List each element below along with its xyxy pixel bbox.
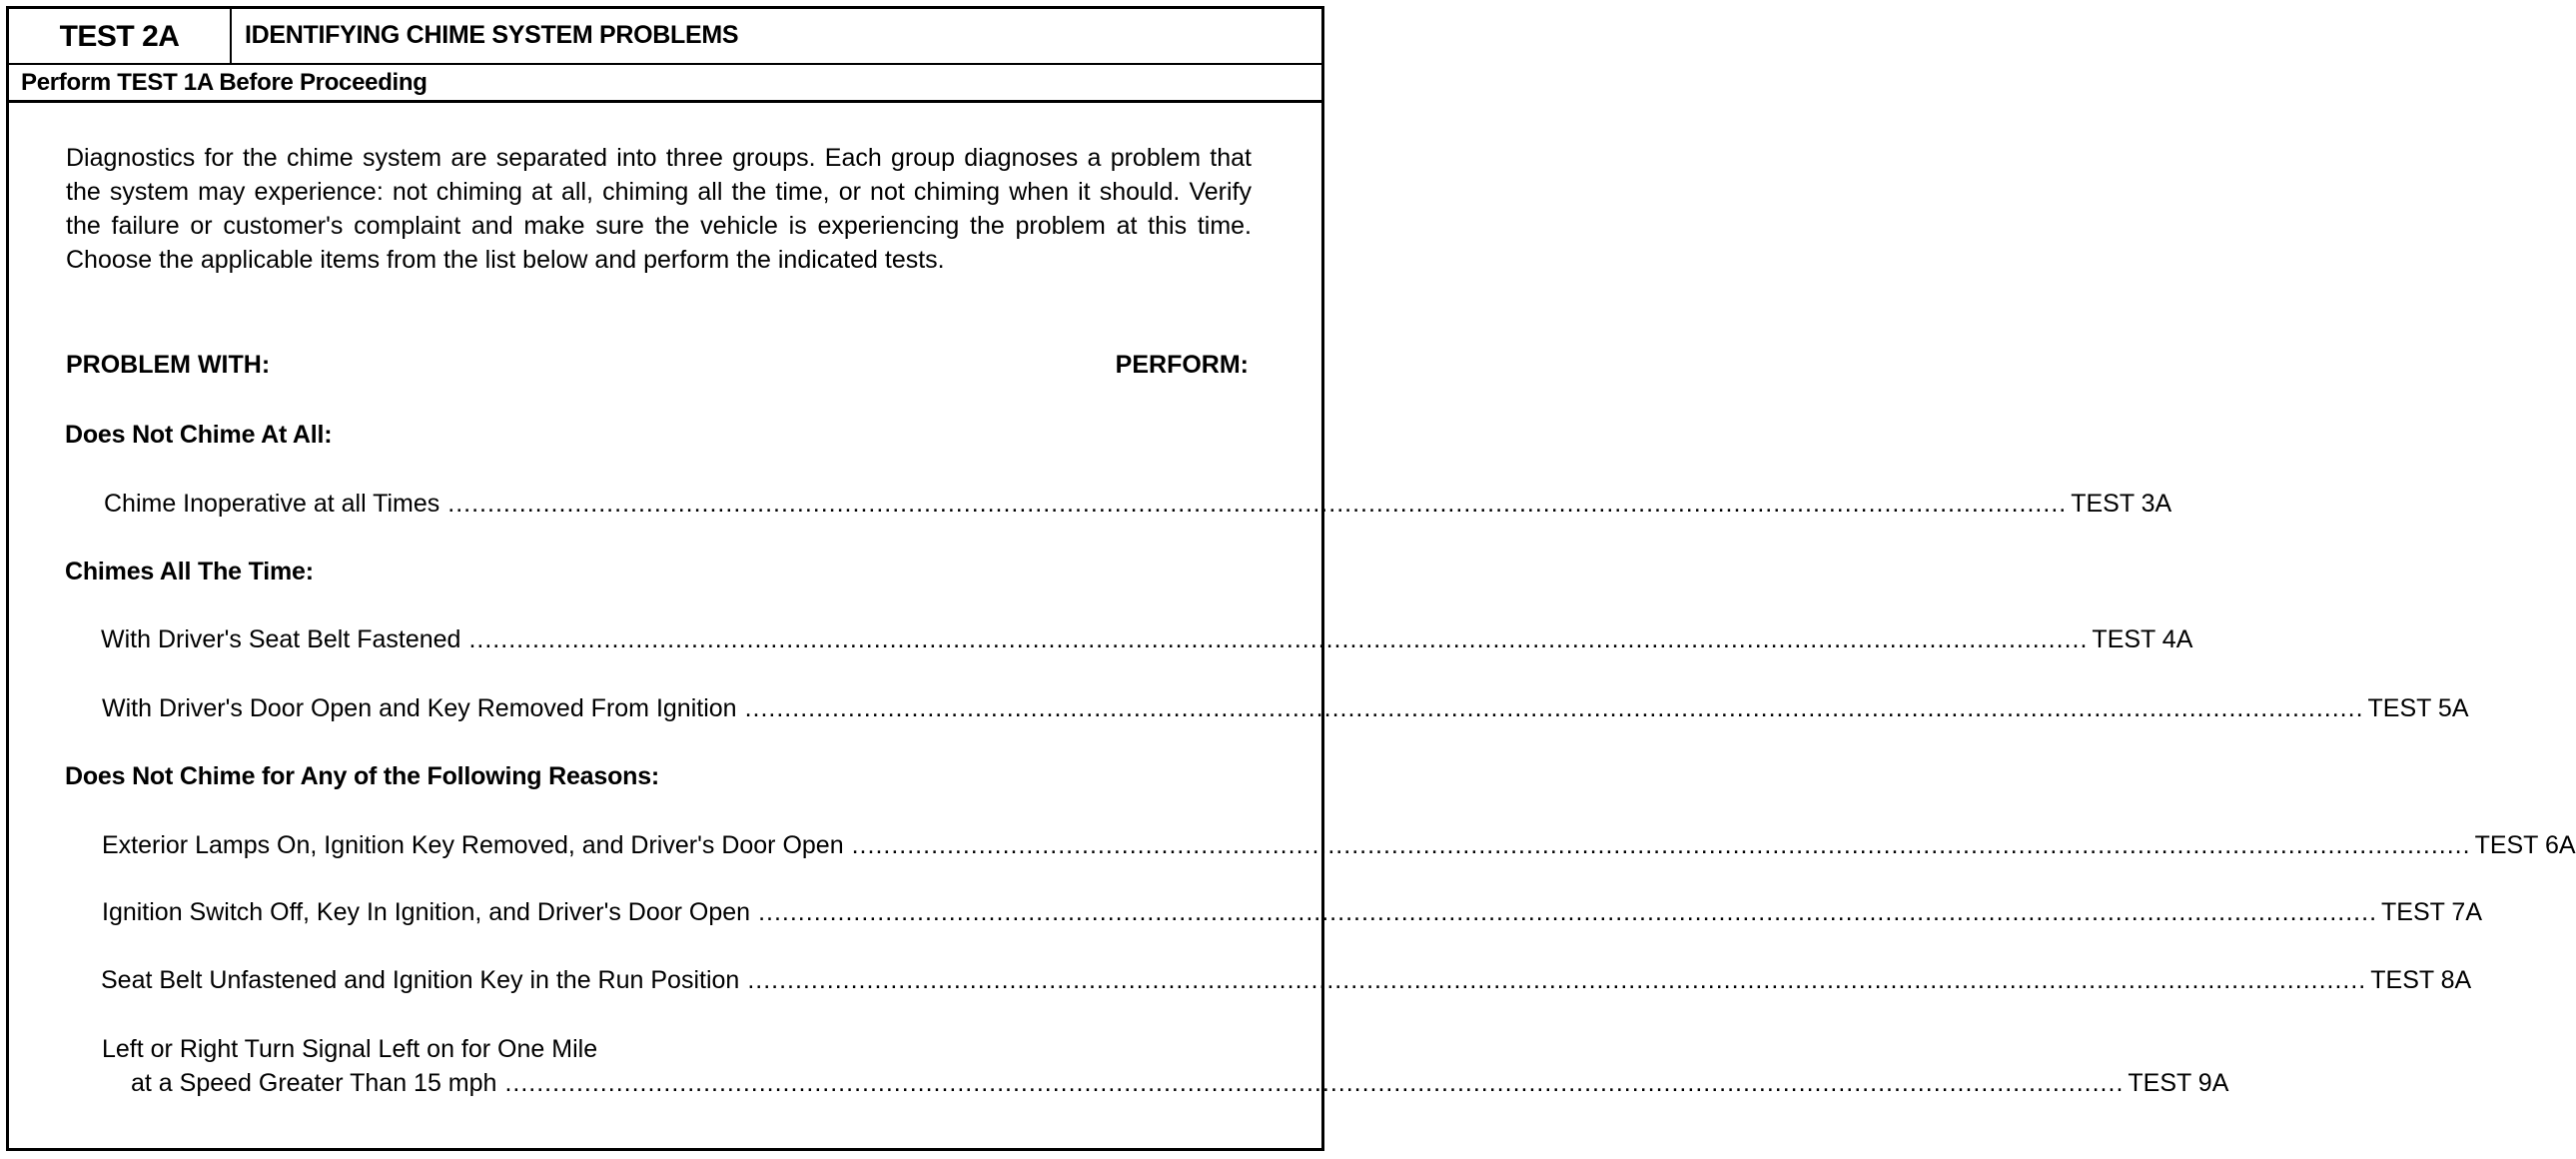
dot-leader: ............................................................................................................................................................................................................	[758, 898, 2378, 926]
problem-row	[104, 487, 2172, 521]
group-heading: Chimes All The Time:	[65, 558, 314, 585]
group-heading: Does Not Chime At All:	[65, 421, 333, 449]
problem-label: Ignition Switch Off, Key In Ignition, and Driver's Door Open	[102, 898, 751, 926]
test-reference: TEST 8A	[2370, 966, 2472, 994]
test-reference: TEST 4A	[2092, 625, 2193, 653]
problem-label: With Driver's Seat Belt Fastened	[101, 625, 461, 653]
problem-row	[102, 828, 2576, 862]
prerequisite-text: Perform TEST 1A Before Proceeding	[21, 69, 428, 96]
prerequisite-row	[9, 65, 1321, 103]
group-heading: Does Not Chime for Any of the Following Reasons:	[65, 762, 660, 790]
problem-label: Exterior Lamps On, Ignition Key Removed, and Driver's Door Open	[102, 831, 844, 859]
problem-row	[131, 1066, 2229, 1100]
test-reference: TEST 9A	[2128, 1069, 2229, 1097]
test-reference: TEST 3A	[2071, 490, 2172, 518]
problem-row	[101, 622, 2193, 656]
intro-paragraph: Diagnostics for the chime system are separated into three groups. Each group diagnoses a problem that the system may experience: not chiming at all, chiming all the time, or not chiming when it should. Verify the failure or customer's complaint and make sure the vehicle is experiencing the problem at this time. Choose the applicable items from the list below and perform the indicated tests.	[66, 144, 1252, 274]
column-heading-problem: PROBLEM WITH:	[66, 351, 271, 379]
test-reference: TEST 7A	[2381, 898, 2482, 926]
dot-leader: ............................................................................................................................................................................................................	[744, 694, 2364, 722]
problem-label-first-line: Left or Right Turn Signal Left on for One Mile	[102, 1035, 598, 1063]
test-title: IDENTIFYING CHIME SYSTEM PROBLEMS	[245, 21, 739, 49]
problem-label: at a Speed Greater Than 15 mph	[131, 1069, 497, 1097]
test-id: TEST 2A	[9, 9, 232, 63]
dot-leader: ............................................................................................................................................................................................................	[468, 625, 2089, 653]
header-row	[9, 9, 1321, 65]
dot-leader: ............................................................................................................................................................................................................	[447, 490, 2068, 518]
problem-label: Seat Belt Unfastened and Ignition Key in the Run Position	[101, 966, 740, 994]
problem-row	[102, 691, 2469, 725]
problem-label: With Driver's Door Open and Key Removed From Ignition	[102, 694, 737, 722]
dot-leader: ............................................................................................................................................................................................................	[504, 1069, 2125, 1097]
problem-row	[102, 895, 2482, 929]
test-reference: TEST 5A	[2367, 694, 2469, 722]
problem-row	[101, 963, 2472, 997]
test-reference: TEST 6A	[2474, 831, 2576, 859]
problem-label: Chime Inoperative at all Times	[104, 490, 440, 518]
dot-leader: ............................................................................................................................................................................................................	[747, 966, 2367, 994]
column-heading-perform: PERFORM:	[1115, 351, 1249, 379]
dot-leader: ............................................................................................................................................................................................................	[851, 831, 2471, 859]
